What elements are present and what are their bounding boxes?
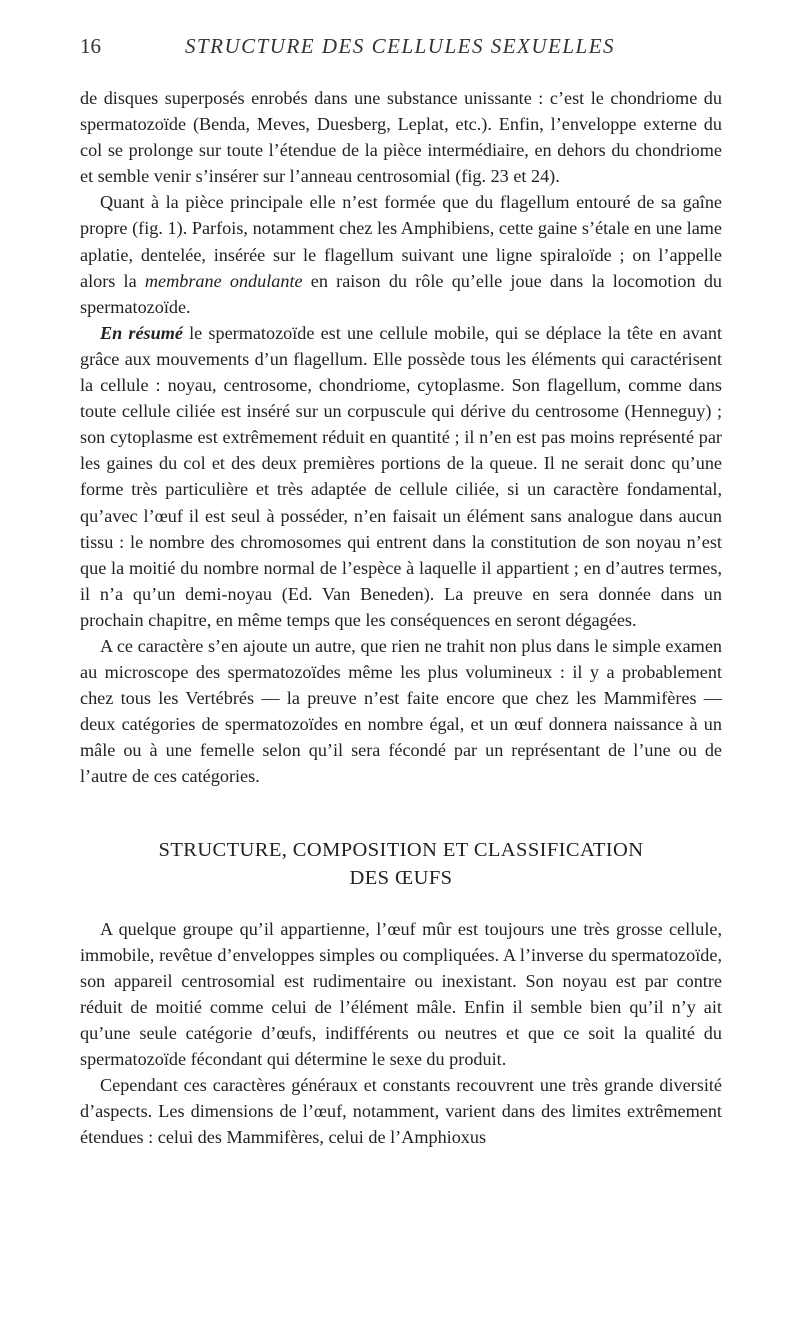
- running-title: STRUCTURE DES CELLULES SEXUELLES: [184, 34, 616, 58]
- section-title-line: DES ŒUFS: [349, 866, 453, 889]
- paragraph-piece-principale: [80, 189, 722, 319]
- paragraph-oeuf-mur: A quelque groupe qu’il appartienne, l’œuf mûr est toujours une très grosse cellule, immobile, revêtue d’enveloppes simples ou compliquées. A l’inverse du spermatozoïde, son appareil centrosomial est rudimentaire ou inexistant. Son noyau est par contre réduit de moitié comme celui de l’élément mâle. Enfin il semble bien qu’il n’y ait qu’une seule catégorie d’œufs, indifférents ou neutres et que ce soit la qualité du spermatozoïde fécondant qui détermine le sexe du produit.: [80, 918, 722, 1069]
- paragraph-text: le spermatozoïde est une cellule mobile, qui se déplace la tête en avant grâce aux mouvements d’un flagellum. Elle possède tous les éléments qui caractérisent la cellule : noyau, centrosome, chondriome, cytoplasme. Son flagellum, comme dans toute cellule ciliée est inséré sur un corpuscule qui dérive du centrosome (Henneguy) ; son cytoplasme est extrêmement réduit en quantité ; il n’en est pas moins représenté par les gaines du col et des deux premières portions de la queue. Il ne serait donc qu’une forme très particulière et très adaptée de cellule ciliée, si un caractère fondamental, qu’avec l’œuf il est seul à posséder, n’en faisait un élément sans analogue dans aucun tissu : le nombre des chromosomes qui entrent dans la constitution de son noyau n’est que la moitié du nombre normal de l’espèce à laquelle il appartient ; en d’autres termes, il n’a qu’un demi-noyau (Ed. Van Beneden). La preuve en sera donnée dans un prochain chapitre, en même temps que les conséquences en seront dégagées.: [80, 322, 722, 630]
- page-header: [80, 34, 720, 64]
- paragraph-text: Quant à la pièce principale elle n’est formée que du flagellum entouré de sa gaîne propre (fig. 1). Parfois, notamment chez les Amphibiens, cette gaine s’étale en une lame aplatie, dentelée, insérée sur le flagellum suivant une ligne spiraloïde ; on l’appelle alors la: [80, 192, 722, 291]
- body-text: [80, 85, 722, 1150]
- paragraph-chondriome: de disques superposés enrobés dans une substance unissante : c’est le chondriome du spermatozoïde (Benda, Meves, Duesberg, Leplat, etc.). Enfin, l’enveloppe externe du col se prolonge sur toute l’étendue de la pièce intermédiaire, en dehors du chondriome et semble venir s’insérer sur l’anneau centrosomial (fig. 23 et 24).: [80, 88, 722, 187]
- page-number: 16: [80, 34, 101, 58]
- paragraph-deux-categories: A ce caractère s’en ajoute un autre, que rien ne trahit non plus dans le simple examen au microscope des spermatozoïdes même les plus volumineux : il y a probablement chez tous les Vertébrés — la preuve n’est faite encore que chez les Mammifères — deux catégories de spermatozoïdes en nombre égal, et un œuf donnera naissance à un mâle ou à une femelle selon qu’il sera fécondé par un représentant de l’une ou de l’autre de ces catégories.: [80, 635, 722, 787]
- term-membrane-ondulante: membrane ondulante: [144, 270, 303, 291]
- lead-phrase: En résumé: [100, 322, 183, 343]
- section-title: [80, 836, 722, 892]
- paragraph-diversite: Cependant ces caractères généraux et constants recouvrent une très grande diversité d’aspects. Les dimensions de l’œuf, notamment, varient dans des limites extrêmement étendues : celui des Mammifères, celui de l’Amphioxus: [80, 1075, 722, 1148]
- section-title-line: STRUCTURE, COMPOSITION ET CLASSIFICATION: [158, 838, 644, 861]
- paragraph-en-resume: [80, 320, 722, 633]
- paragraph-text: en raison du rôle qu’elle joue dans la locomotion du spermatozoïde.: [80, 270, 723, 317]
